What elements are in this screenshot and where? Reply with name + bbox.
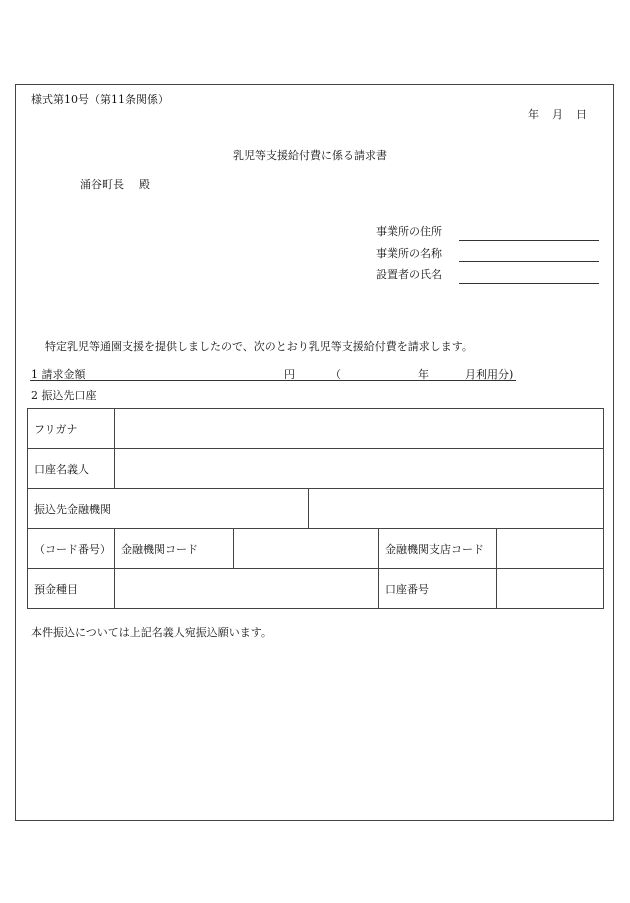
deposit-type-label: 預金種目 bbox=[28, 569, 115, 609]
account-number-input-cell[interactable] bbox=[497, 569, 604, 609]
applicant-address-field[interactable] bbox=[459, 240, 599, 241]
applicant-name-of-office-label: 事業所の名称 bbox=[376, 247, 442, 260]
item2-label: 2 振込先口座 bbox=[31, 389, 97, 402]
account-table bbox=[27, 408, 604, 609]
account-number-label: 口座番号 bbox=[379, 569, 497, 609]
item1-paren: （ bbox=[330, 368, 341, 381]
bank-label: 振込先金融機関 bbox=[28, 489, 309, 529]
table-row bbox=[28, 569, 604, 609]
footer-note: 本件振込については上記名義人宛振込願います。 bbox=[31, 626, 272, 639]
document-title: 乳児等支援給付費に係る請求書 bbox=[233, 149, 387, 162]
table-row bbox=[28, 489, 604, 529]
addressee-honorific: 殿 bbox=[139, 178, 150, 191]
date-month: 月 bbox=[552, 108, 563, 121]
applicant-founder-label: 設置者の氏名 bbox=[376, 268, 442, 281]
furigana-label: フリガナ bbox=[28, 409, 115, 449]
deposit-type-input-cell[interactable] bbox=[115, 569, 379, 609]
date-year: 年 bbox=[528, 108, 539, 121]
item1-month-usage: 月利用分) bbox=[465, 368, 514, 381]
furigana-input-cell[interactable] bbox=[115, 409, 604, 449]
bank-code-input-cell[interactable] bbox=[234, 529, 379, 569]
branch-code-input-cell[interactable] bbox=[497, 529, 604, 569]
addressee-name: 涌谷町長 bbox=[80, 178, 124, 191]
table-row bbox=[28, 529, 604, 569]
applicant-office-name-field[interactable] bbox=[459, 261, 599, 262]
item1-year: 年 bbox=[418, 368, 429, 381]
form-number: 様式第10号（第11条関係） bbox=[31, 93, 169, 106]
applicant-founder-field[interactable] bbox=[459, 283, 599, 284]
item1-label: 1 請求金額 bbox=[31, 368, 86, 381]
item1-yen: 円 bbox=[284, 368, 295, 381]
table-row bbox=[28, 449, 604, 489]
branch-code-label: 金融機関支店コード bbox=[379, 529, 497, 569]
bank-code-label: 金融機関コード bbox=[115, 529, 234, 569]
table-row bbox=[28, 409, 604, 449]
item1-underline[interactable] bbox=[30, 380, 516, 381]
account-holder-label: 口座名義人 bbox=[28, 449, 115, 489]
date-day: 日 bbox=[576, 108, 587, 121]
code-number-label: （コード番号） bbox=[28, 529, 115, 569]
applicant-address-label: 事業所の住所 bbox=[376, 225, 442, 238]
bank-input-cell[interactable] bbox=[309, 489, 604, 529]
statement-text: 特定乳児等通園支援を提供しましたので、次のとおり乳児等支援給付費を請求します。 bbox=[45, 340, 473, 353]
account-holder-input-cell[interactable] bbox=[115, 449, 604, 489]
